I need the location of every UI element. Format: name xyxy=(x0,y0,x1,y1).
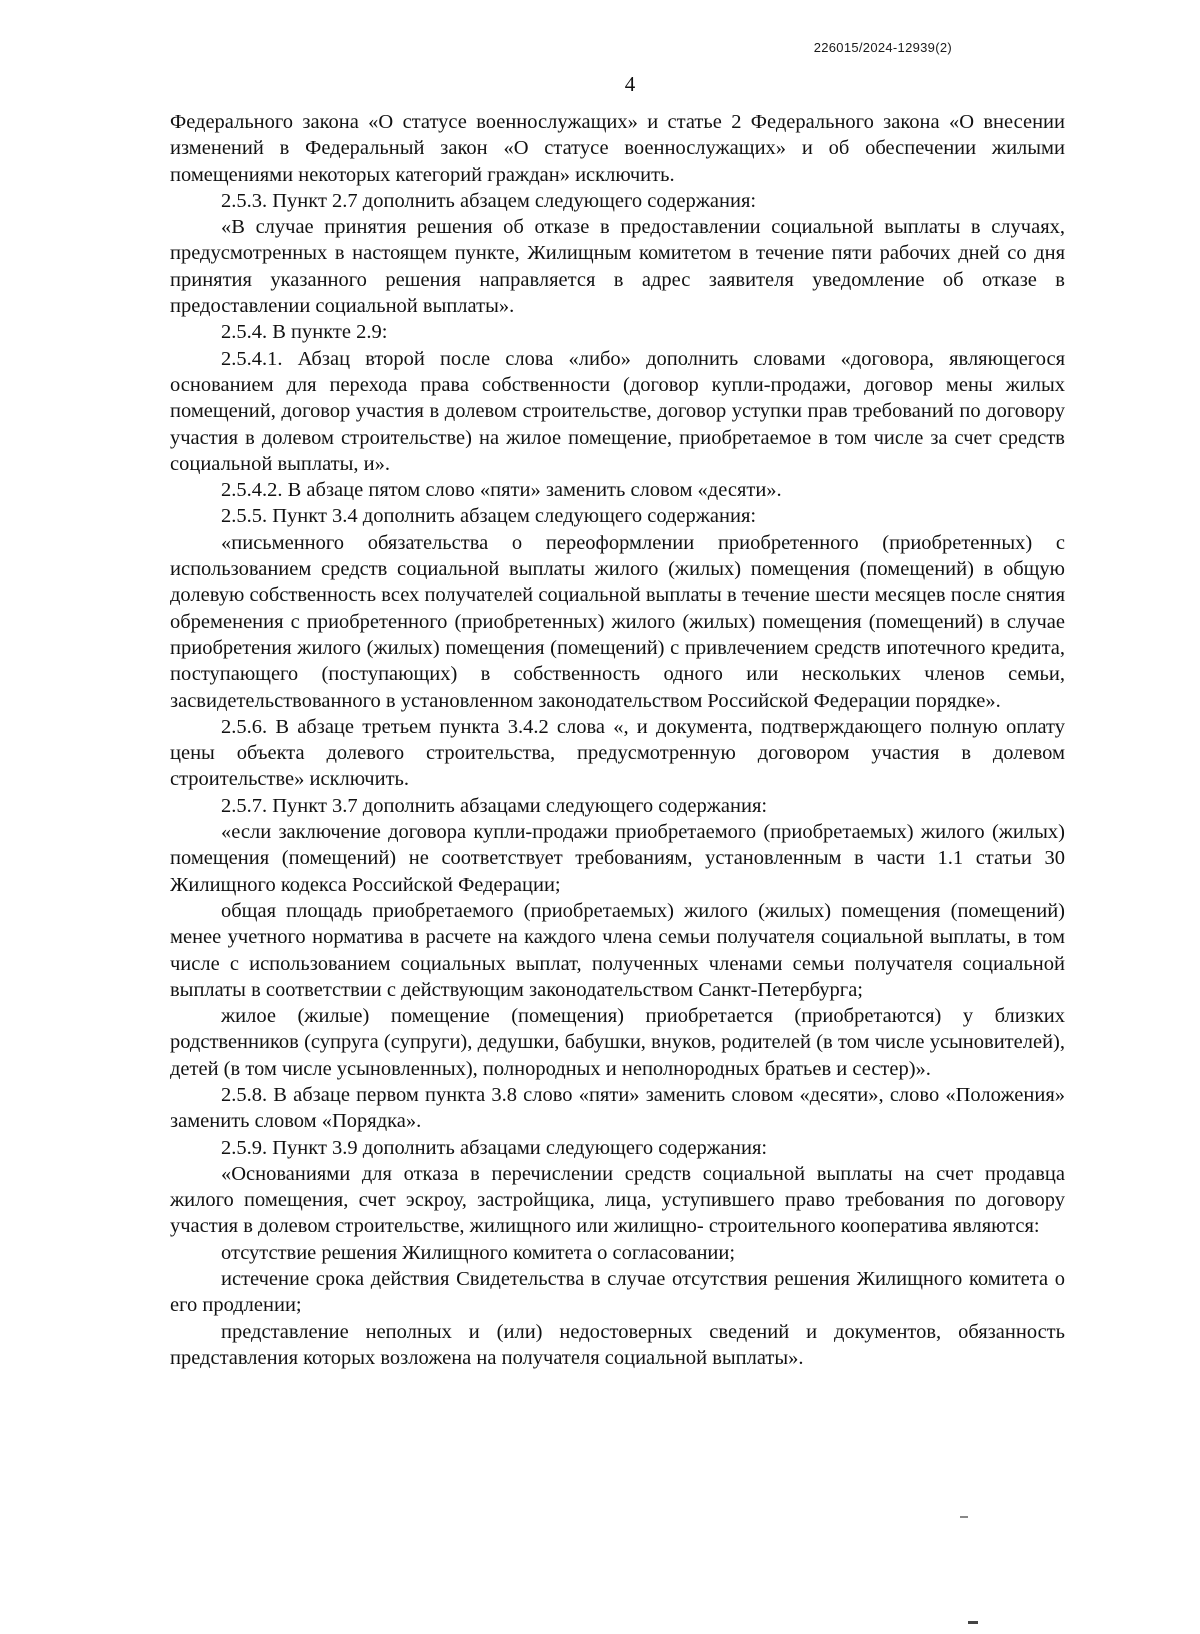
paragraph-2-5-5: 2.5.5. Пункт 3.4 дополнить абзацем следующего содержания: xyxy=(221,505,757,528)
scan-mark xyxy=(968,1621,978,1624)
paragraph-2-5-7-quote-2: общая площадь приобретаемого (приобретаемых) жилого (жилых) помещения (помещений) менее учетного норматива в расчете на каждого члена семьи получателя социальной выплаты, в том числе с использованием социальных выплат, полученных членами семьи получателя социальной выплаты в соответствии с действующим законодательством Санкт-Петербурга; xyxy=(170,899,1065,1001)
document-body xyxy=(170,109,1065,1371)
paragraph-2-5-4: 2.5.4. В пункте 2.9: xyxy=(221,321,388,344)
paragraph-2-5-3: 2.5.3. Пункт 2.7 дополнить абзацем следующего содержания: xyxy=(221,189,757,212)
paragraph-continuation: Федерального закона «О статусе военнослужащих» и статье 2 Федерального закона «О внесении изменений в Федеральный закон «О статусе военнослужащих» и об обеспечении жилыми помещениями некоторых категорий граждан» исключить. xyxy=(170,111,1065,186)
paragraph-2-5-7: 2.5.7. Пункт 3.7 дополнить абзацами следующего содержания: xyxy=(221,794,768,817)
paragraph-2-5-4-1: 2.5.4.1. Абзац второй после слова «либо» дополнить словами «договора, являющегося основанием для перехода права собственности (договор купли-продажи, договор мены жилых помещений, договор участия в долевом строительстве, договор уступки прав требований по договору участия в долевом строительстве) на жилое помещение, приобретаемое в том числе за счет средств социальной выплаты, и». xyxy=(170,347,1065,475)
paragraph-2-5-4-2: 2.5.4.2. В абзаце пятом слово «пяти» заменить словом «десяти». xyxy=(221,479,782,502)
paragraph-2-5-9: 2.5.9. Пункт 3.9 дополнить абзацами следующего содержания: xyxy=(221,1136,768,1159)
paragraph-2-5-7-quote-3: жилое (жилые) помещение (помещения) приобретается (приобретаются) у близких родственников (супруга (супруги), дедушки, бабушки, внуков, родителей (в том числе усыновителей), детей (в том числе усыновленных), полнородных и неполнородных братьев и сестер)». xyxy=(170,1005,1065,1080)
paragraph-2-5-3-quote: «В случае принятия решения об отказе в предоставлении социальной выплаты в случаях, предусмотренных в настоящем пункте, Жилищным комитетом в течение пяти рабочих дней со дня принятия указанного решения направляется в адрес заявителя уведомление об отказе в предоставлении социальной выплаты». xyxy=(170,216,1065,318)
paragraph-2-5-9-quote-4: представление неполных и (или) недостоверных сведений и документов, обязанность представления которых возложена на получателя социальной выплаты». xyxy=(170,1320,1065,1369)
paragraph-2-5-7-quote-1: «если заключение договора купли-продажи приобретаемого (приобретаемых) жилого (жилых) помещения (помещений) не соответствует требованиям, установленным в части 1.1 статьи 30 Жилищного кодекса Российской Федерации; xyxy=(170,821,1065,896)
paragraph-2-5-5-quote: «письменного обязательства о переоформлении приобретенного (приобретенных) с использованием средств социальной выплаты жилого (жилых) помещения (помещений) в общую долевую собственность всех получателей социальной выплаты в течение шести месяцев после снятия обременения с приобретенного (приобретенных) жилого (жилых) помещения (помещений) в случае приобретения жилого (жилых) помещения (помещений) с привлечением средств ипотечного кредита, поступающего (поступающих) в собственность одного или нескольких членов семьи, засвидетельствованного в установленном законодательством Российской Федерации порядке». xyxy=(170,531,1065,712)
paragraph-2-5-9-quote-2: отсутствие решения Жилищного комитета о согласовании; xyxy=(221,1241,736,1264)
paragraph-2-5-6: 2.5.6. В абзаце третьем пункта 3.4.2 слова «, и документа, подтверждающего полную оплату цены объекта долевого строительства, предусмотренную договором участия в долевом строительстве» исключить. xyxy=(170,715,1065,791)
document-registration-number: 226015/2024-12939(2) xyxy=(813,40,952,55)
scan-mark xyxy=(960,1516,968,1518)
paragraph-2-5-8: 2.5.8. В абзаце первом пункта 3.8 слово «пяти» заменить словом «десяти», слово «Положения» заменить словом «Порядка». xyxy=(170,1083,1065,1133)
paragraph-2-5-9-quote-1: «Основаниями для отказа в перечислении средств социальной выплаты на счет продавца жилого помещения, счет эскроу, застройщика, лица, уступившего право требования по договору участия в долевом строительстве, жилищного или жилищно- строительного кооператива являются: xyxy=(170,1162,1065,1238)
page-number: 4 xyxy=(624,72,636,96)
paragraph-2-5-9-quote-3: истечение срока действия Свидетельства в случае отсутствия решения Жилищного комитета о его продлении; xyxy=(170,1268,1065,1317)
